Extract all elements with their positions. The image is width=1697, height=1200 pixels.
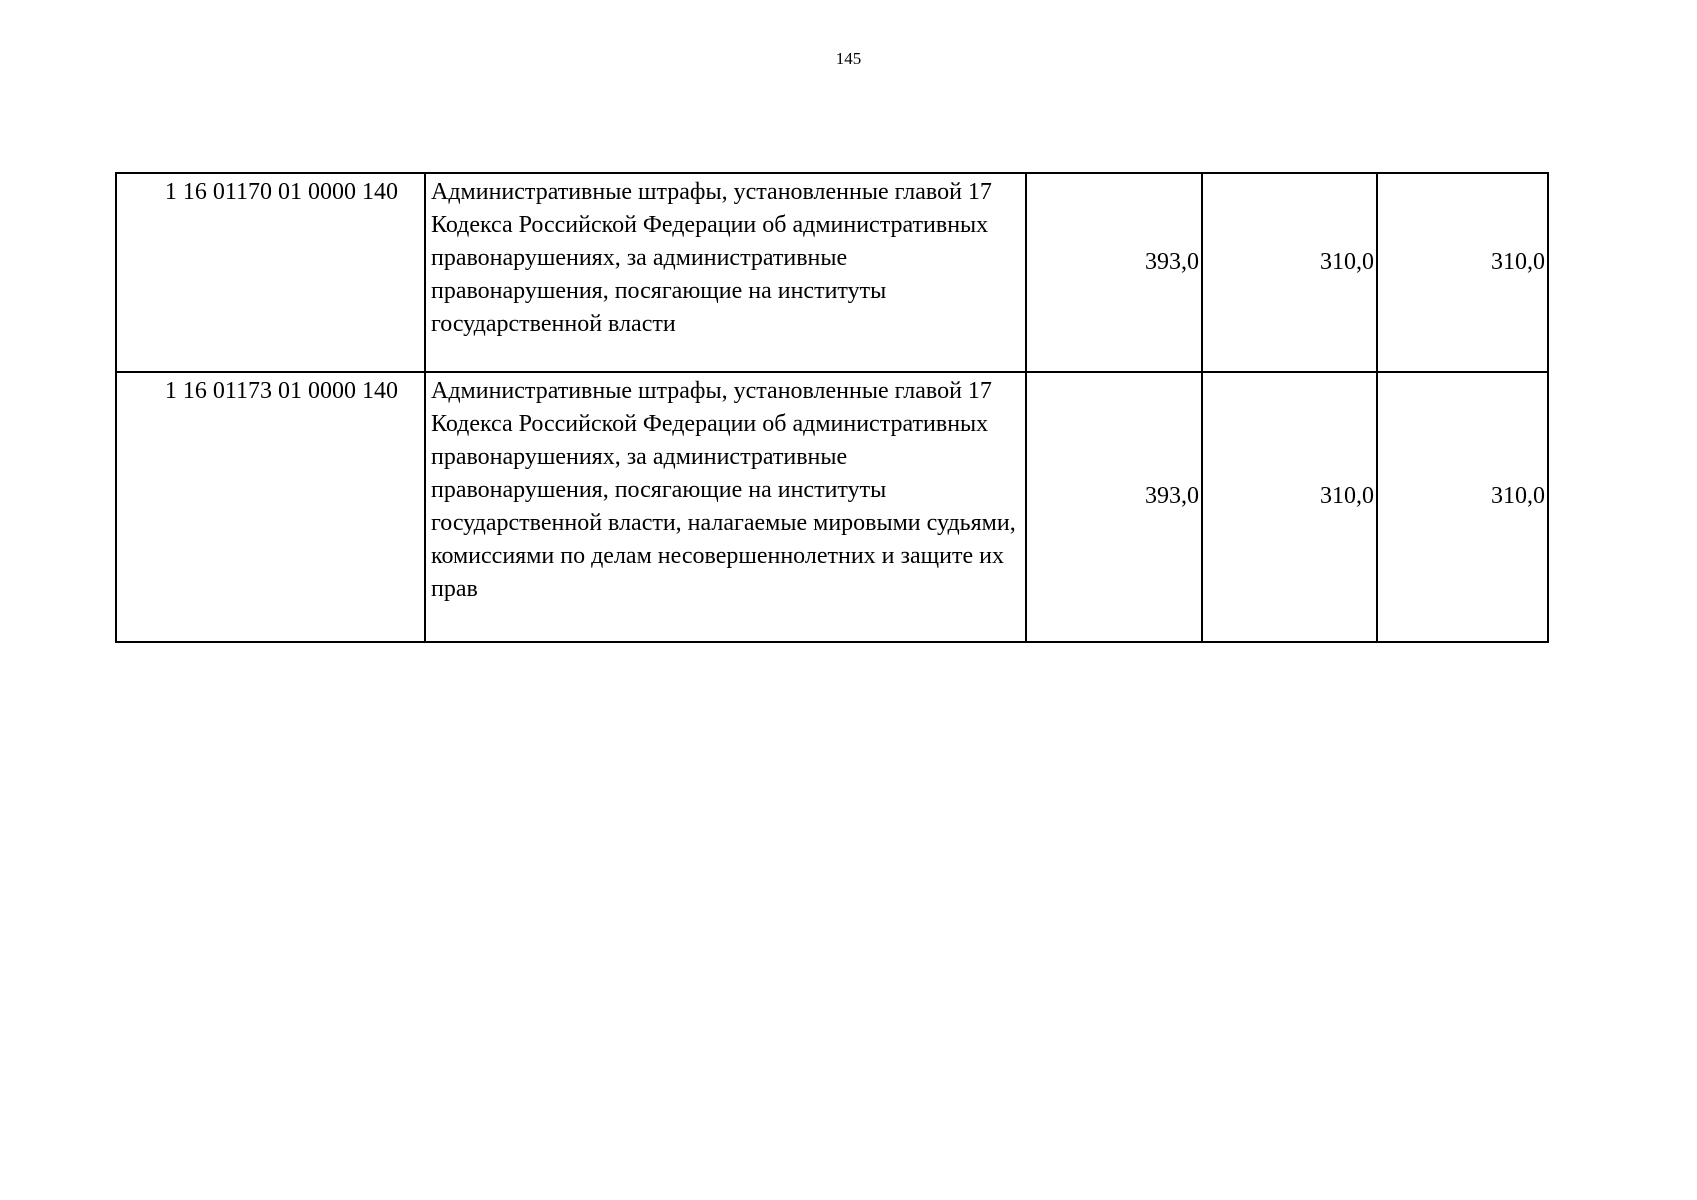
amount-year-1: 393,0 xyxy=(1145,482,1199,509)
amount-cell xyxy=(1026,173,1202,372)
table-row xyxy=(116,173,1548,372)
amount-cell xyxy=(1202,372,1377,642)
revenue-description: Административные штрафы, установленные главой 17 Кодекса Российской Федерации об административных правонарушениях, за административные правонарушения, посягающие на институты государственной власти xyxy=(425,173,1026,372)
amount-year-2: 310,0 xyxy=(1320,482,1374,509)
amount-year-3: 310,0 xyxy=(1491,482,1545,509)
amount-cell xyxy=(1377,372,1548,642)
table-row xyxy=(116,372,1548,642)
revenue-description: Административные штрафы, установленные главой 17 Кодекса Российской Федерации об административных правонарушениях, за административные правонарушения, посягающие на институты государственной власти, налагаемые мировыми судьями, комиссиями по делам несовершеннолетних и защите их прав xyxy=(425,372,1026,642)
amount-cell xyxy=(1026,372,1202,642)
budget-revenue-table xyxy=(115,172,1549,643)
page-number: 145 xyxy=(835,49,862,68)
amount-year-1: 393,0 xyxy=(1145,249,1199,275)
amount-year-2: 310,0 xyxy=(1320,249,1374,275)
amount-cell xyxy=(1202,173,1377,372)
amount-year-3: 310,0 xyxy=(1491,249,1545,275)
amount-cell xyxy=(1377,173,1548,372)
budget-classification-code: 1 16 01170 01 0000 140 xyxy=(116,173,425,372)
budget-classification-code: 1 16 01173 01 0000 140 xyxy=(116,372,425,642)
